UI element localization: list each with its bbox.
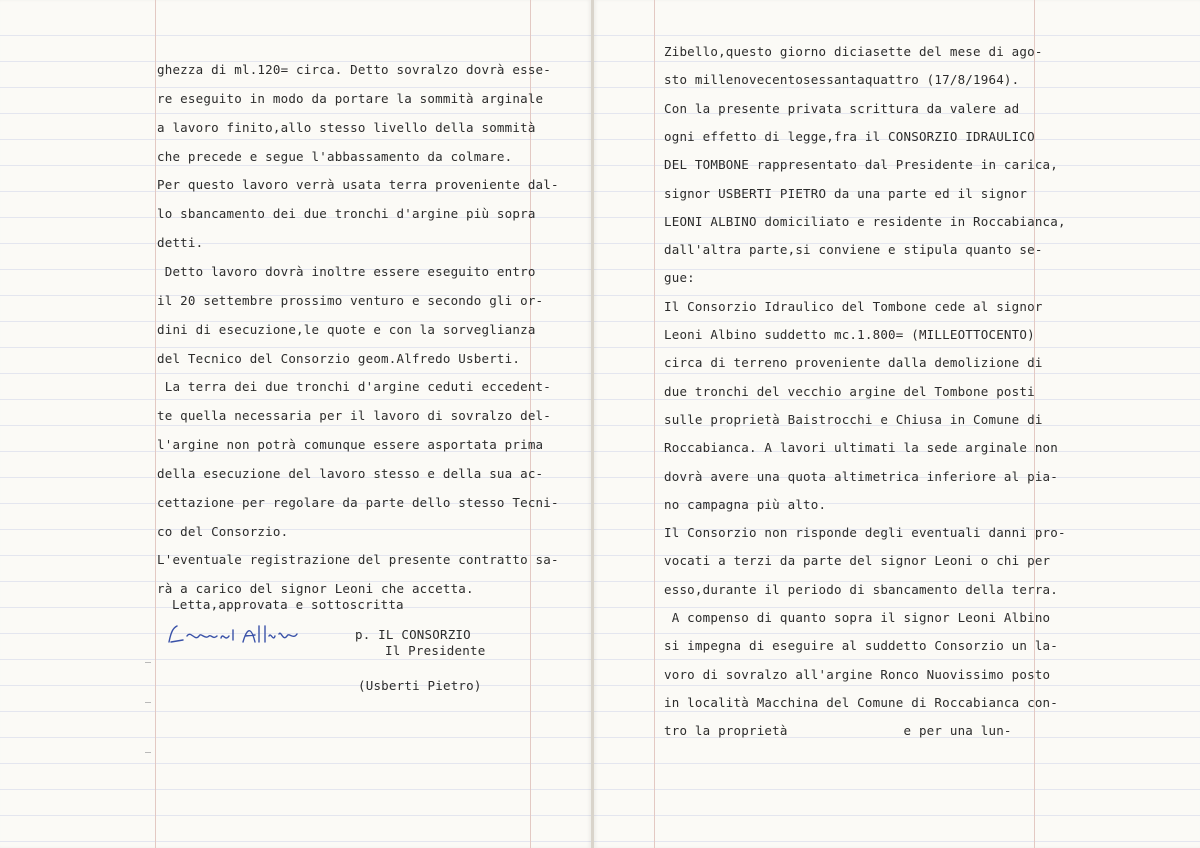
right-page (594, 0, 1200, 848)
text-line: tro la proprietà e per una lun- (664, 723, 1012, 739)
text-line: gue: (664, 270, 695, 286)
text-line: voro di sovralzo all'argine Ronco Nuovissimo posto (664, 666, 1051, 682)
text-line: due tronchi del vecchio argine del Tombone posti (664, 383, 1035, 399)
handwritten-signature (165, 622, 305, 648)
text-line: Il Consorzio Idraulico del Tombone cede al signor (664, 298, 1043, 314)
text-line: Con la presente privata scrittura da valere ad (664, 100, 1020, 116)
closing-formula: Letta,approvata e sottoscritta (172, 597, 404, 612)
text-line: A compenso di quanto sopra il signor Leoni Albino (664, 610, 1051, 625)
presidente-name: (Usberti Pietro) (358, 678, 482, 693)
text-line: sto millenovecentosessantaquattro (17/8/1964). (664, 72, 1020, 88)
text-line: ogni effetto di legge,fra il CONSORZIO IDRAULICO (664, 128, 1035, 144)
text-line: Leoni Albino suddetto mc.1.800= (MILLEOTTOCENTO) (664, 327, 1035, 342)
text-line: della esecuzione del lavoro stesso e della sua ac- (157, 465, 544, 481)
text-line: co del Consorzio. (157, 523, 289, 539)
text-line: l'argine non potrà comunque essere asportata prima (157, 437, 544, 453)
text-line: il 20 settembre prossimo venturo e secondo gli or- (157, 292, 544, 308)
text-line: in località Macchina del Comune di Roccabianca con- (664, 694, 1059, 710)
text-line: Zibello,questo giorno diciasette del mese di ago- (664, 44, 1043, 59)
text-line: La terra dei due tronchi d'argine ceduti eccedent- (157, 379, 552, 395)
text-line: dini di esecuzione,le quote e con la sorveglianza (157, 321, 536, 337)
right-page-text (594, 0, 1200, 848)
text-line: esso,durante il periodo di sbancamento della terra. (664, 581, 1059, 597)
text-line: che precede e segue l'abbassamento da colmare. (157, 148, 513, 164)
text-line: ghezza di ml.120= circa. Detto sovralzo dovrà esse- (157, 62, 552, 77)
text-line: sulle proprietà Baistrocchi e Chiusa in Comune di (664, 411, 1043, 427)
text-line: L'eventuale registrazione del presente contratto sa- (157, 552, 559, 568)
text-line: Il Consorzio non risponde degli eventuali danni pro- (664, 525, 1066, 541)
consorzio-label: p. IL CONSORZIO (355, 627, 471, 642)
text-line: te quella necessaria per il lavoro di sovralzo del- (157, 408, 552, 424)
text-line: DEL TOMBONE rappresentato dal Presidente in carica, (664, 157, 1059, 173)
text-line: dovrà avere una quota altimetrica inferiore al pia- (664, 468, 1059, 484)
text-line: cettazione per regolare da parte dello stesso Tecni- (157, 494, 559, 510)
text-line: no campagna più alto. (664, 496, 827, 512)
text-line: del Tecnico del Consorzio geom.Alfredo Usberti. (157, 350, 521, 366)
text-line: dall'altra parte,si conviene e stipula quanto se- (664, 242, 1043, 258)
left-page-text (0, 0, 591, 848)
text-line: rà a carico del signor Leoni che accetta. (157, 581, 474, 597)
text-line: LEONI ALBINO domiciliato e residente in Roccabianca, (664, 213, 1066, 229)
text-line: re eseguito in modo da portare la sommità arginale (157, 90, 544, 106)
left-page (0, 0, 591, 848)
text-line: si impegna di eseguire al suddetto Consorzio un la- (664, 638, 1059, 654)
text-line: signor USBERTI PIETRO da una parte ed il signor (664, 185, 1028, 201)
text-line: Per questo lavoro verrà usata terra proveniente dal- (157, 177, 559, 193)
text-line: lo sbancamento dei due tronchi d'argine più sopra (157, 206, 536, 222)
text-line: Roccabianca. A lavori ultimati la sede arginale non (664, 440, 1059, 456)
text-line: Detto lavoro dovrà inoltre essere eseguito entro (157, 263, 536, 279)
presidente-label: Il Presidente (385, 643, 486, 658)
text-line: a lavoro finito,allo stesso livello della sommità (157, 119, 536, 135)
text-line: vocati a terzi da parte del signor Leoni o chi per (664, 553, 1051, 569)
text-line: circa di terreno proveniente dalla demolizione di (664, 355, 1043, 371)
text-line: detti. (157, 235, 204, 251)
